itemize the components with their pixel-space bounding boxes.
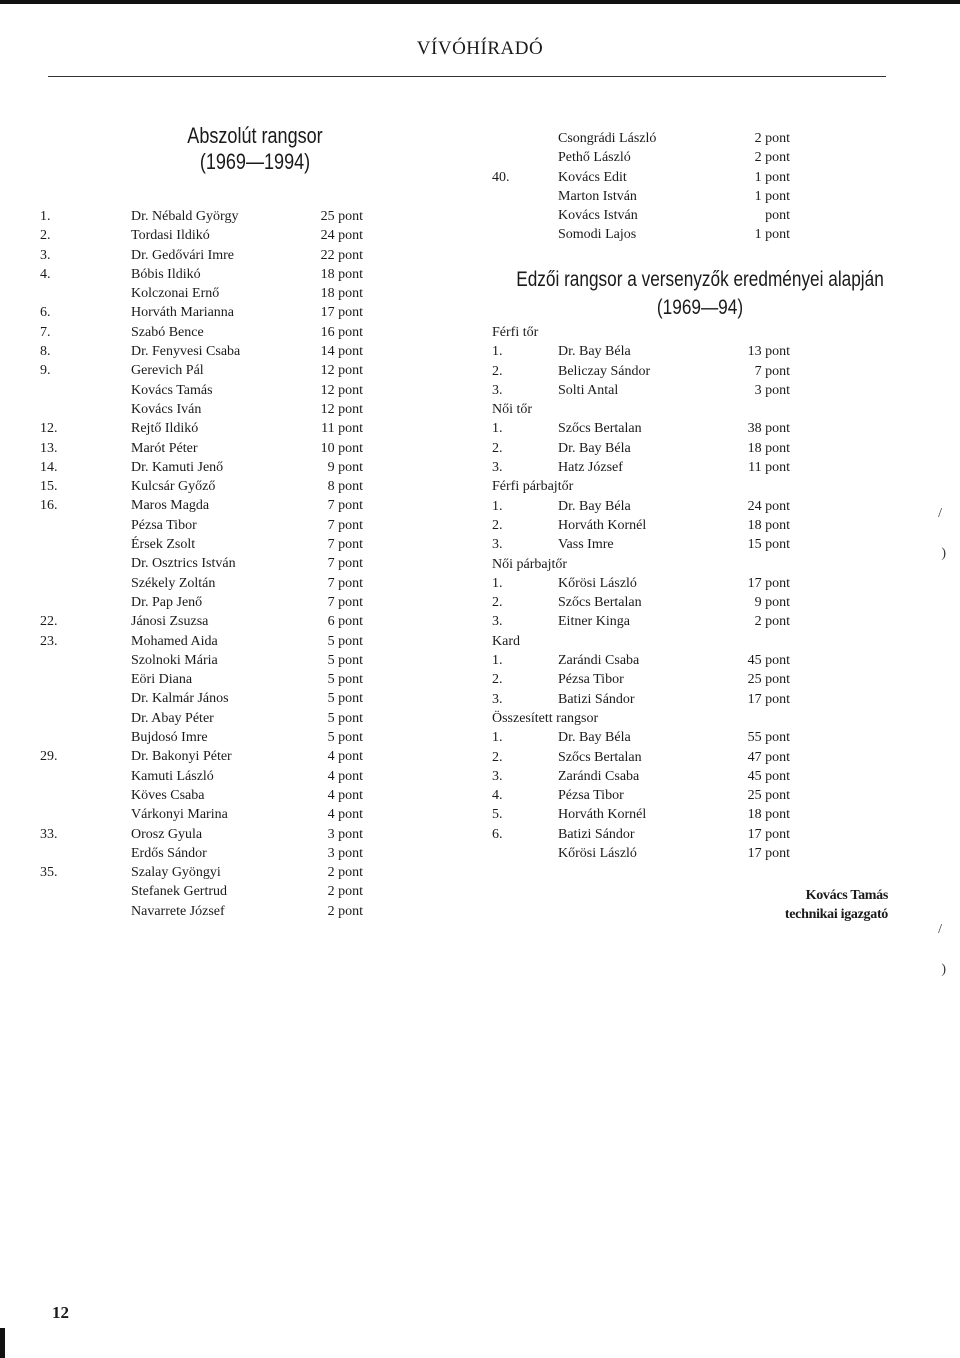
person-name: Pézsa Tibor [131, 517, 197, 533]
rank-number: 16. [40, 498, 58, 514]
rank-number: 2. [492, 440, 503, 456]
points-value: 18 pont [747, 440, 790, 456]
person-name: Szalay Gyöngyi [131, 865, 221, 881]
points-value: 17 pont [747, 575, 790, 591]
rank-number: 1. [492, 653, 503, 669]
points-value: pont [765, 208, 790, 224]
person-name: Kovács István [558, 208, 638, 224]
coach-ranking-row [0, 805, 960, 824]
points-value: 1 pont [754, 169, 790, 185]
person-name: Dr. Abay Péter [131, 710, 214, 726]
points-value: 18 pont [320, 266, 363, 282]
points-value: 9 pont [754, 595, 790, 611]
rank-number: 8. [40, 344, 51, 360]
ranking-row [0, 129, 960, 148]
points-value: 17 pont [747, 691, 790, 707]
coach-ranking-row [0, 516, 960, 535]
person-name: Szabó Bence [131, 324, 204, 340]
points-value: 24 pont [320, 228, 363, 244]
person-name: Solti Antal [558, 382, 619, 398]
person-name: Hatz József [558, 460, 623, 476]
person-name: Batizi Sándor [558, 826, 635, 842]
points-value: 7 pont [327, 517, 363, 533]
coach-ranking-row [0, 574, 960, 593]
ranking-row [0, 168, 960, 187]
page-header-title: VÍVÓHÍRADÓ [416, 38, 544, 59]
ranking-row [0, 246, 400, 265]
person-name: Gerevich Pál [131, 363, 204, 379]
rank-number: 3. [492, 382, 503, 398]
scan-edge-bar [0, 1328, 5, 1358]
ranking-row [0, 187, 960, 206]
person-name: Horváth Marianna [131, 305, 235, 321]
coach-ranking-row [0, 844, 960, 863]
rank-number: 5. [492, 807, 503, 823]
absolute-ranking-title-line2: (1969—1994) [199, 149, 311, 174]
points-value: 17 pont [747, 846, 790, 862]
person-name: Batizi Sándor [558, 691, 635, 707]
ranking-row [0, 902, 400, 921]
rank-number: 3. [492, 614, 503, 630]
points-value: 45 pont [747, 768, 790, 784]
rank-number: 35. [40, 865, 58, 881]
person-name: Szőcs Bertalan [558, 749, 642, 765]
points-value: 1 pont [754, 227, 790, 243]
points-value: 12 pont [320, 363, 363, 379]
scan-edge-mark: / [938, 922, 942, 937]
person-name: Kovács Edit [558, 169, 627, 185]
person-name: Rejtő Ildikó [131, 421, 199, 437]
points-value: 2 pont [754, 150, 790, 166]
person-name: Dr. Bay Béla [558, 498, 631, 514]
person-name: Székely Zoltán [131, 575, 216, 591]
person-name: Bóbis Ildikó [131, 266, 201, 282]
coach-ranking-list [0, 323, 960, 863]
rank-number: 2. [492, 749, 503, 765]
rank-number: 23. [40, 633, 58, 649]
rank-number: 9. [40, 363, 51, 379]
points-value: 7 pont [327, 537, 363, 553]
person-name: Dr. Osztrics István [131, 556, 236, 572]
rank-number: 22. [40, 614, 58, 630]
person-name: Pézsa Tibor [558, 672, 624, 688]
coach-ranking-row [0, 381, 960, 400]
coach-ranking-title-line1: Edzői rangsor a versenyzők eredményei alapján [516, 268, 884, 291]
points-value: 5 pont [327, 633, 363, 649]
person-name: Kulcsár Győző [131, 479, 216, 495]
points-value: 16 pont [320, 324, 363, 340]
points-value: 8 pont [327, 479, 363, 495]
person-name: Dr. Fenyvesi Csaba [131, 344, 241, 360]
person-name: Marót Péter [131, 440, 198, 456]
coach-ranking-row [0, 535, 960, 554]
person-name: Csongrádi László [558, 131, 657, 146]
points-value: 2 pont [327, 903, 363, 919]
points-value: 18 pont [747, 517, 790, 533]
coach-ranking-row [0, 651, 960, 670]
person-name: Kőrösi László [558, 575, 637, 591]
person-name: Zarándi Csaba [558, 653, 640, 669]
points-value: 9 pont [327, 459, 363, 475]
points-value: 15 pont [747, 537, 790, 553]
scan-edge-mark: ) [941, 546, 946, 561]
points-value: 55 pont [747, 730, 790, 746]
category-label: Női tőr [492, 402, 533, 418]
rank-number: 4. [492, 788, 503, 804]
header-divider [48, 76, 886, 77]
person-name: Horváth Kornél [558, 517, 647, 533]
person-name: Dr. Kamuti Jenő [131, 459, 224, 475]
coach-ranking-row [0, 690, 960, 709]
coach-ranking-row [0, 342, 960, 361]
category-heading [0, 400, 960, 419]
coach-ranking-row [0, 670, 960, 689]
points-value: 2 pont [327, 865, 363, 881]
points-value: 18 pont [747, 807, 790, 823]
page-number: 12 [52, 1303, 69, 1322]
category-label: Férfi párbajtőr [492, 479, 574, 495]
ranking-row [0, 148, 960, 167]
person-name: Szolnoki Mária [131, 652, 218, 668]
rank-number: 6. [492, 826, 503, 842]
points-value: 12 pont [320, 401, 363, 417]
coach-ranking-row [0, 728, 960, 747]
ranking-row [0, 882, 400, 901]
signature-block [785, 886, 888, 924]
points-value: 1 pont [754, 188, 790, 204]
category-label: Összesített rangsor [492, 710, 599, 726]
rank-number: 2. [492, 595, 503, 611]
person-name: Pézsa Tibor [558, 788, 624, 804]
person-name: Jánosi Zsuzsa [131, 614, 209, 630]
coach-ranking-row [0, 458, 960, 477]
rank-number: 6. [40, 305, 51, 321]
ranking-row [0, 206, 960, 225]
points-value: 2 pont [754, 614, 790, 630]
points-value: 11 pont [748, 460, 790, 476]
category-heading [0, 632, 960, 651]
points-value: 22 pont [320, 247, 363, 263]
points-value: 10 pont [320, 440, 363, 456]
rank-number: 2. [40, 228, 51, 244]
person-name: Érsek Zsolt [131, 537, 196, 553]
points-value: 25 pont [320, 209, 363, 224]
rank-number: 3. [492, 460, 503, 476]
rank-number: 33. [40, 826, 58, 842]
points-value: 4 pont [327, 787, 363, 803]
points-value: 17 pont [320, 305, 363, 321]
ranking-row [0, 284, 400, 303]
category-label: Női párbajtőr [492, 556, 568, 572]
points-value: 47 pont [747, 749, 790, 765]
points-value: 38 pont [747, 421, 790, 437]
person-name: Dr. Bakonyi Péter [131, 749, 232, 765]
points-value: 4 pont [327, 749, 363, 765]
points-value: 3 pont [327, 845, 363, 861]
rank-number: 3. [492, 537, 503, 553]
absolute-ranking-title-line1: Abszolút rangsor [187, 123, 323, 148]
coach-ranking-row [0, 786, 960, 805]
category-heading [0, 709, 960, 728]
category-label: Kard [492, 633, 520, 649]
rank-number: 14. [40, 459, 58, 475]
points-value: 18 pont [320, 286, 363, 302]
person-name: Kőrösi László [558, 846, 637, 862]
coach-ranking-title [511, 266, 888, 322]
points-value: 25 pont [747, 788, 790, 804]
rank-number: 1. [40, 209, 51, 224]
coach-ranking-row [0, 419, 960, 438]
person-name: Beliczay Sándor [558, 363, 651, 379]
coach-ranking-row [0, 439, 960, 458]
points-value: 12 pont [320, 382, 363, 398]
person-name: Navarrete József [131, 903, 225, 919]
absolute-ranking-continued-list [0, 129, 960, 245]
rank-number: 12. [40, 421, 58, 437]
person-name: Eitner Kinga [558, 614, 630, 630]
points-value: 25 pont [747, 672, 790, 688]
person-name: Eöri Diana [131, 672, 193, 688]
person-name: Szőcs Bertalan [558, 595, 642, 611]
rank-number: 15. [40, 479, 58, 495]
person-name: Stefanek Gertrud [131, 884, 228, 900]
scan-edge-mark: ) [941, 962, 946, 977]
points-value: 7 pont [327, 556, 363, 572]
rank-number: 2. [492, 363, 503, 379]
points-value: 7 pont [327, 575, 363, 591]
points-value: 5 pont [327, 710, 363, 726]
coach-ranking-row [0, 748, 960, 767]
coach-ranking-row [0, 825, 960, 844]
ranking-row [0, 265, 400, 284]
coach-ranking-row [0, 612, 960, 631]
category-heading [0, 323, 960, 342]
person-name: Dr. Bay Béla [558, 730, 631, 746]
rank-number: 3. [492, 768, 503, 784]
ranking-row [0, 225, 960, 244]
points-value: 7 pont [327, 498, 363, 514]
rank-number: 13. [40, 440, 58, 456]
points-value: 2 pont [327, 884, 363, 900]
coach-ranking-row [0, 362, 960, 381]
person-name: Várkonyi Marina [131, 807, 228, 823]
points-value: 4 pont [327, 768, 363, 784]
rank-number: 1. [492, 344, 503, 360]
person-name: Horváth Kornél [558, 807, 647, 823]
points-value: 14 pont [320, 344, 363, 360]
category-heading [0, 555, 960, 574]
rank-number: 1. [492, 498, 503, 514]
scan-edge-mark: / [938, 506, 942, 521]
person-name: Tordasi Ildikó [131, 228, 210, 244]
points-value: 24 pont [747, 498, 790, 514]
person-name: Zarándi Csaba [558, 768, 640, 784]
category-heading [0, 477, 960, 496]
person-name: Marton István [558, 188, 637, 204]
points-value: 7 pont [754, 363, 790, 379]
person-name: Dr. Bay Béla [558, 344, 631, 360]
points-value: 5 pont [327, 672, 363, 688]
rank-number: 1. [492, 575, 503, 591]
points-value: 11 pont [321, 421, 363, 437]
person-name: Orosz Gyula [131, 826, 203, 842]
points-value: 3 pont [327, 826, 363, 842]
person-name: Dr. Nébald György [131, 209, 239, 224]
person-name: Kamuti László [131, 768, 214, 784]
points-value: 6 pont [327, 614, 363, 630]
rank-number: 40. [492, 169, 510, 185]
person-name: Kovács Iván [131, 401, 202, 417]
coach-ranking-row [0, 593, 960, 612]
coach-ranking-row [0, 497, 960, 516]
person-name: Maros Magda [131, 498, 210, 514]
rank-number: 7. [40, 324, 51, 340]
coach-ranking-row [0, 767, 960, 786]
person-name: Dr. Pap Jenő [131, 594, 203, 610]
top-border-rule [0, 0, 960, 4]
points-value: 5 pont [327, 652, 363, 668]
rank-number: 3. [492, 691, 503, 707]
rank-number: 29. [40, 749, 58, 765]
person-name: Dr. Gedővári Imre [131, 247, 235, 263]
points-value: 4 pont [327, 807, 363, 823]
points-value: 7 pont [327, 594, 363, 610]
person-name: Dr. Bay Béla [558, 440, 631, 456]
rank-number: 4. [40, 266, 51, 282]
person-name: Szőcs Bertalan [558, 421, 642, 437]
person-name: Pethő László [558, 150, 631, 166]
points-value: 5 pont [327, 691, 363, 707]
points-value: 17 pont [747, 826, 790, 842]
person-name: Vass Imre [558, 537, 614, 553]
person-name: Erdős Sándor [131, 845, 207, 861]
rank-number: 1. [492, 421, 503, 437]
person-name: Bujdosó Imre [131, 730, 208, 746]
ranking-row [0, 863, 400, 882]
rank-number: 2. [492, 672, 503, 688]
rank-number: 2. [492, 517, 503, 533]
rank-number: 3. [40, 247, 51, 263]
points-value: 5 pont [327, 730, 363, 746]
rank-number: 1. [492, 730, 503, 746]
person-name: Mohamed Aida [131, 633, 218, 649]
person-name: Kolczonai Ernő [131, 286, 220, 302]
points-value: 2 pont [754, 131, 790, 146]
coach-ranking-title-line2: (1969—94) [656, 296, 744, 319]
category-label: Férfi tőr [492, 325, 539, 340]
person-name: Somodi Lajos [558, 227, 637, 243]
points-value: 45 pont [747, 653, 790, 669]
ranking-row [0, 303, 400, 322]
person-name: Kovács Tamás [131, 382, 213, 398]
points-value: 3 pont [754, 382, 790, 398]
person-name: Dr. Kalmár János [131, 691, 229, 707]
person-name: Köves Csaba [131, 787, 205, 803]
signature-role: technikai igazgató [784, 907, 888, 922]
points-value: 13 pont [747, 344, 790, 360]
signature-name: Kovács Tamás [805, 888, 888, 903]
